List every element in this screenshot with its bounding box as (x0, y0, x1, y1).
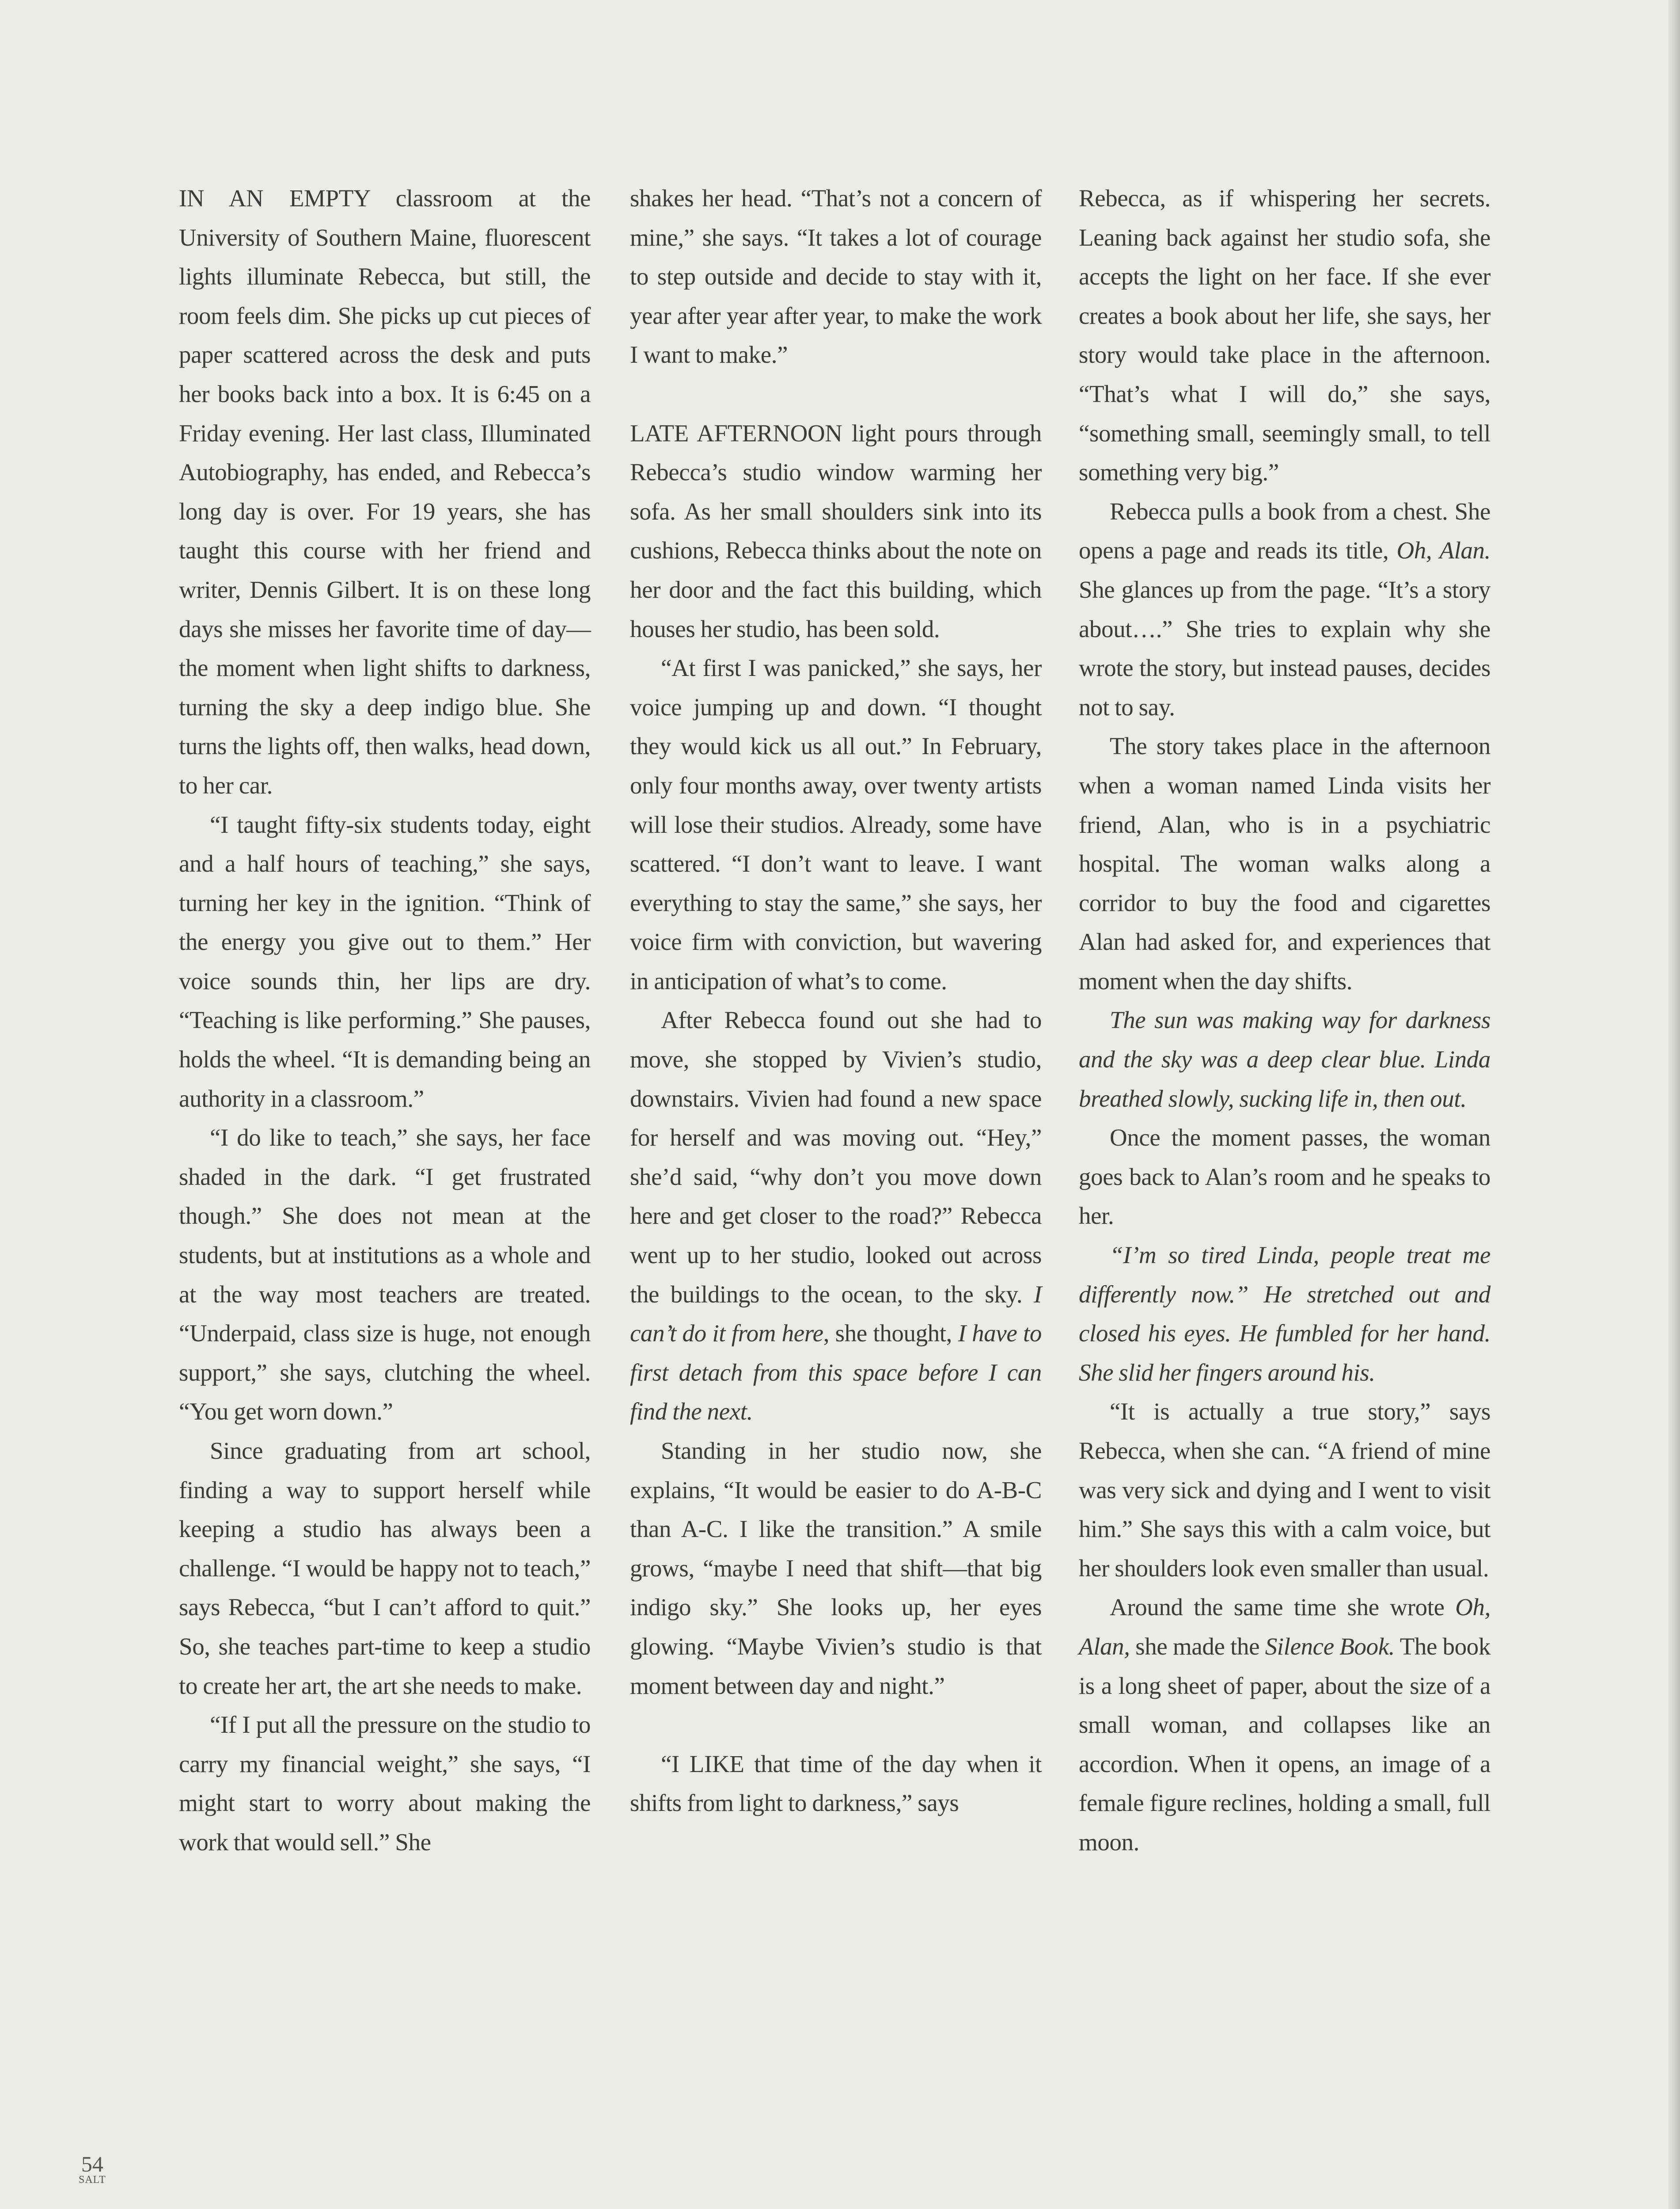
italic-text: I can’t do it from here (630, 1280, 1042, 1347)
text-run: LATE AFTERNOON light pours through Rebecca’s studio window warming her sofa. As her small shoulders sink into its cushions, Rebecca thinks about the note on her door and the fact this building, which houses her studio, has been sold. (630, 419, 1042, 642)
folio (79, 2153, 106, 2185)
text-run: “I do like to teach,” she says, her face shaded in the dark. “I get frustrated though.” She does not mean at the students, but at institutions as a whole and at the way most teachers are treated. “Underpaid, class size is huge, not enough support,” she says, clutching the wheel. “You get worn down.” (179, 1124, 591, 1425)
text-run: IN AN EMPTY classroom at the University of Southern Maine, fluorescent lights illuminate Rebecca, but still, the room feels dim. She picks up cut pieces of paper scattered across the desk and puts her books back into a box. It is 6:45 on a Friday evening. Her last class, Illuminated Autobiography, has ended, and Rebecca’s long day is over. For 19 years, she has taught this course with her friend and writer, Dennis Gilbert. It is on these long days she misses her favorite time of day—the moment when light shifts to darkness, turning the sky a deep indigo blue. She turns the lights off, then walks, head down, to her car. (179, 185, 591, 799)
text-run: The story takes place in the afternoon when a woman named Linda visits her friend, Alan, who is in a psychiatric hospital. The woman walks along a corridor to buy the food and cigarettes Alan had asked for, and experiences that moment when the day shifts. (1079, 733, 1490, 994)
text-run: shakes her head. “That’s not a concern of mine,” she says. “It takes a lot of courage to step outside and decide to stay with it, year after year after year, to make the work I want to make.” (630, 185, 1042, 368)
publication-name: SALT (79, 2174, 106, 2186)
paragraph (1079, 1001, 1490, 1118)
text-run: Since graduating from art school, finding a way to support herself while keeping a studio has always been a challenge. “I would be happy not to teach,” says Rebecca, “but I can’t afford to quit.” So, she teaches part-time to keep a studio to create her art, the art she needs to make. (179, 1437, 591, 1699)
italic-text: Oh, Alan. (1396, 537, 1490, 564)
text-run: “I LIKE that time of the day when it shifts from light to darkness,” says (630, 1750, 1042, 1817)
paragraph (1079, 179, 1490, 492)
italic-text: Silence Book. (1265, 1632, 1395, 1660)
paragraph (1079, 492, 1490, 727)
paragraph (630, 1001, 1042, 1431)
italic-text: The sun was making way for darkness and the sky was a deep clear blue. Linda breathed slowly, sucking life in, then out. (1079, 1006, 1490, 1112)
paragraph (1079, 1392, 1490, 1588)
text-run: After Rebecca found out she had to move, she stopped by Vivien’s studio, downstairs. Vivien had found a new space for herself and was moving out. “Hey,” she’d said, “why don’t you move down here and get closer to the road?” Rebecca went up to her studio, looked out across the buildings to the ocean, to the sky. (630, 1006, 1042, 1308)
page-number: 54 (81, 2152, 103, 2176)
paragraph (179, 1118, 591, 1431)
text-run: , she thought, (823, 1320, 958, 1347)
italic-text: Oh, Alan, (1079, 1594, 1490, 1660)
text-run: “If I put all the pressure on the studio to carry my financial weight,” she says, “I might start to worry about making the work that would sell.” She (179, 1711, 591, 1856)
text-run: Around the same time she wrote (1110, 1594, 1456, 1621)
text-run: she made the (1130, 1632, 1265, 1660)
paragraph (179, 1431, 591, 1705)
paragraph (630, 414, 1042, 649)
text-run: Standing in her studio now, she explains, “It would be easier to do A-B-C than A-C. I like the transition.” A smile grows, “maybe I need that shift—that big indigo sky.” She looks up, her eyes glowing. “Maybe Vivien’s studio is that moment between day and night.” (630, 1437, 1042, 1699)
paragraph (630, 1745, 1042, 1823)
text-run: Once the moment passes, the woman goes back to Alan’s room and he speaks to her. (1079, 1124, 1490, 1230)
paragraph (179, 805, 591, 1119)
text-run: The book is a long sheet of paper, about the size of a small woman, and collapses like an accordion. When it opens, an image of a female figure reclines, holding a small, full moon. (1079, 1632, 1491, 1856)
italic-text: I have to first detach from this space before I can find the next. (630, 1320, 1042, 1425)
article-column-3 (1079, 179, 1490, 1862)
paragraph (1079, 727, 1490, 1001)
italic-text: “I’m so tired Linda, people treat me differently now.” He stretched out and closed his eyes. He fumbled for her hand. She slid her fingers around his. (1079, 1241, 1490, 1386)
text-run: “At first I was panicked,” she says, her voice jumping up and down. “I thought they would kick us all out.” In February, only four months away, over twenty artists will lose their studios. Already, some have scattered. “I don’t want to leave. I want everything to stay the same,” she says, her voice firm with conviction, but wavering in anticipation of what’s to come. (630, 654, 1042, 994)
paragraph (1079, 1118, 1490, 1236)
paragraph (1079, 1588, 1490, 1862)
text-run: Rebecca, as if whispering her secrets. Leaning back against her studio sofa, she accepts the light on her face. If she ever creates a book about her life, she says, her story would take place in the afternoon. “That’s what I will do,” she says, “something small, seemingly small, to tell something very big.” (1079, 185, 1490, 486)
paragraph (630, 649, 1042, 1001)
text-run: She glances up from the page. “It’s a story about….” She tries to explain why she wrote the story, but instead pauses, decides not to say. (1079, 576, 1490, 721)
page-edge-shadow (1669, 0, 1680, 2209)
paragraph (630, 1431, 1042, 1705)
paragraph (1079, 1236, 1490, 1392)
article-column-1 (179, 179, 591, 1862)
text-run: “I taught fifty-six students today, eight and a half hours of teaching,” she says, turning her key in the ignition. “Think of the energy you give out to them.” Her voice sounds thin, her lips are dry. “Teaching is like performing.” She pauses, holds the wheel. “It is demanding being an authority in a classroom.” (179, 811, 591, 1112)
text-run: “It is actually a true story,” says Rebecca, when she can. “A friend of mine was very sick and dying and I went to visit him.” She says this with a calm voice, but her shoulders look even smaller than usual. (1079, 1398, 1490, 1582)
article-column-2 (630, 179, 1042, 1823)
paragraph (179, 179, 591, 805)
text-run: Rebecca pulls a book from a chest. She opens a page and reads its title, (1079, 497, 1490, 564)
paragraph (630, 179, 1042, 375)
paragraph (179, 1705, 591, 1862)
